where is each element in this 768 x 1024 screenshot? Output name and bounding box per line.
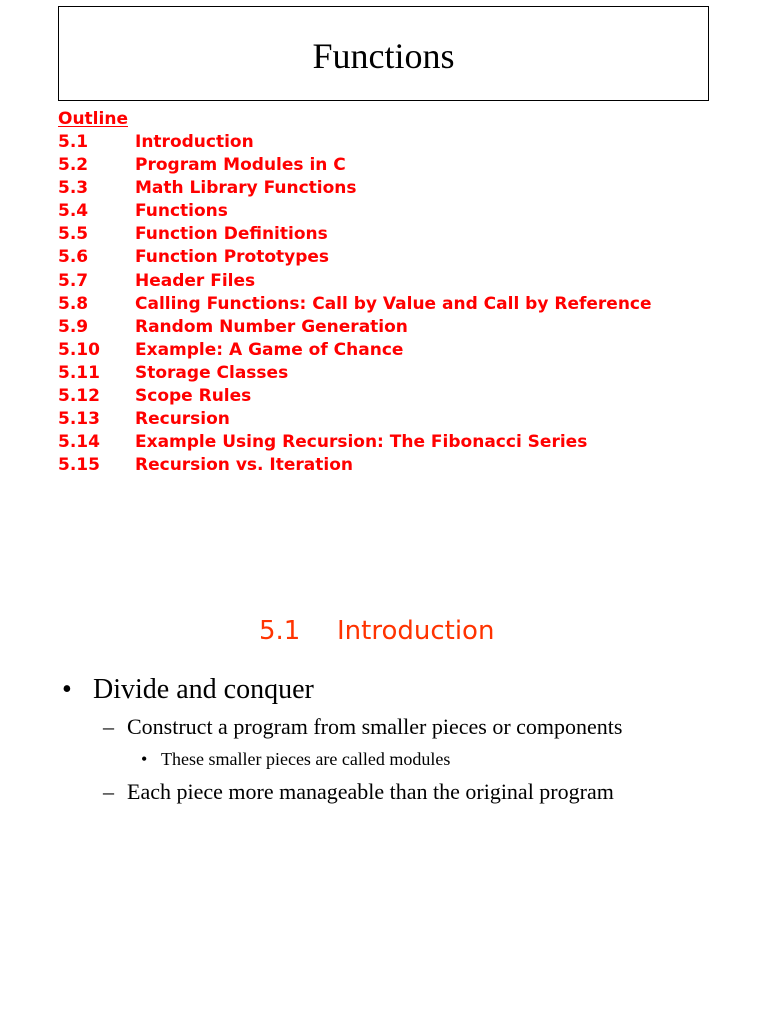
outline-item-label: Scope Rules [135, 386, 252, 407]
outline-item-number: 5.8 [58, 293, 89, 314]
outline-item-number: 5.2 [58, 155, 89, 176]
dash-marker: – [103, 714, 114, 739]
outline-item-number: 5.3 [58, 178, 89, 199]
outline-item-number: 5.11 [58, 362, 100, 383]
outline-item-label: Header Files [135, 270, 256, 291]
outline-item-number: 5.15 [58, 455, 100, 476]
outline-item-label: Example: A Game of Chance [135, 339, 404, 360]
outline-item [58, 177, 738, 200]
outline-item [58, 362, 738, 385]
outline-item-number: 5.6 [58, 247, 89, 268]
page-title: Functions [312, 35, 455, 76]
outline-item-number: 5.12 [58, 386, 100, 407]
outline-item-label: Recursion vs. Iteration [135, 455, 353, 476]
sub-sub-bullet-text: These smaller pieces are called modules [161, 749, 451, 769]
outline-item-number: 5.5 [58, 224, 89, 245]
outline-item [58, 339, 738, 362]
outline-item-number: 5.13 [58, 409, 100, 430]
outline-item [58, 385, 738, 408]
outline-item [58, 316, 738, 339]
outline-item [58, 131, 738, 154]
outline-item-number: 5.10 [58, 339, 100, 360]
outline-item-label: Recursion [135, 409, 230, 430]
section-heading [259, 612, 494, 650]
outline-item-label: Function Prototypes [135, 247, 330, 268]
outline-item [58, 454, 738, 477]
outline-list [58, 131, 738, 477]
bullet-marker: • [141, 749, 148, 769]
outline-item [58, 154, 738, 177]
outline-item-label: Random Number Generation [135, 316, 408, 337]
bullet-text: Divide and conquer [93, 674, 314, 705]
outline-heading: Outline [58, 109, 128, 129]
outline-item-number: 5.14 [58, 432, 100, 453]
sub-bullet-text: Construct a program from smaller pieces or components [127, 714, 623, 739]
title-box [58, 6, 709, 101]
bullet-item [62, 672, 314, 708]
outline-item [58, 431, 738, 454]
outline-item-label: Function Definitions [135, 224, 328, 245]
outline-item-label: Math Library Functions [135, 178, 357, 199]
dash-marker: – [103, 779, 114, 804]
outline-item-label: Introduction [135, 132, 254, 152]
section-title: Introduction [337, 616, 495, 646]
bullet-marker: • [62, 674, 72, 705]
section-number: 5.1 [259, 616, 301, 646]
outline-item [58, 408, 738, 431]
outline-item-label: Calling Functions: Call by Value and Call by Reference [135, 293, 652, 314]
sub-bullet-item [103, 777, 614, 807]
outline-item-label: Storage Classes [135, 362, 289, 383]
outline-item [58, 293, 738, 316]
outline-item-number: 5.9 [58, 316, 89, 337]
outline-item-label: Functions [135, 201, 228, 222]
outline-item [58, 270, 738, 293]
outline-item-number: 5.7 [58, 270, 89, 291]
sub-sub-bullet-item [141, 746, 450, 772]
outline-item-label: Program Modules in C [135, 155, 346, 176]
outline-item [58, 223, 738, 246]
outline-item-number: 5.1 [58, 132, 89, 152]
outline-item [58, 200, 738, 223]
outline-item-label: Example Using Recursion: The Fibonacci Series [135, 432, 588, 453]
outline [58, 107, 738, 477]
sub-bullet-item [103, 712, 622, 742]
outline-item-number: 5.4 [58, 201, 89, 222]
sub-bullet-text: Each piece more manageable than the original program [127, 779, 614, 804]
outline-item [58, 246, 738, 269]
